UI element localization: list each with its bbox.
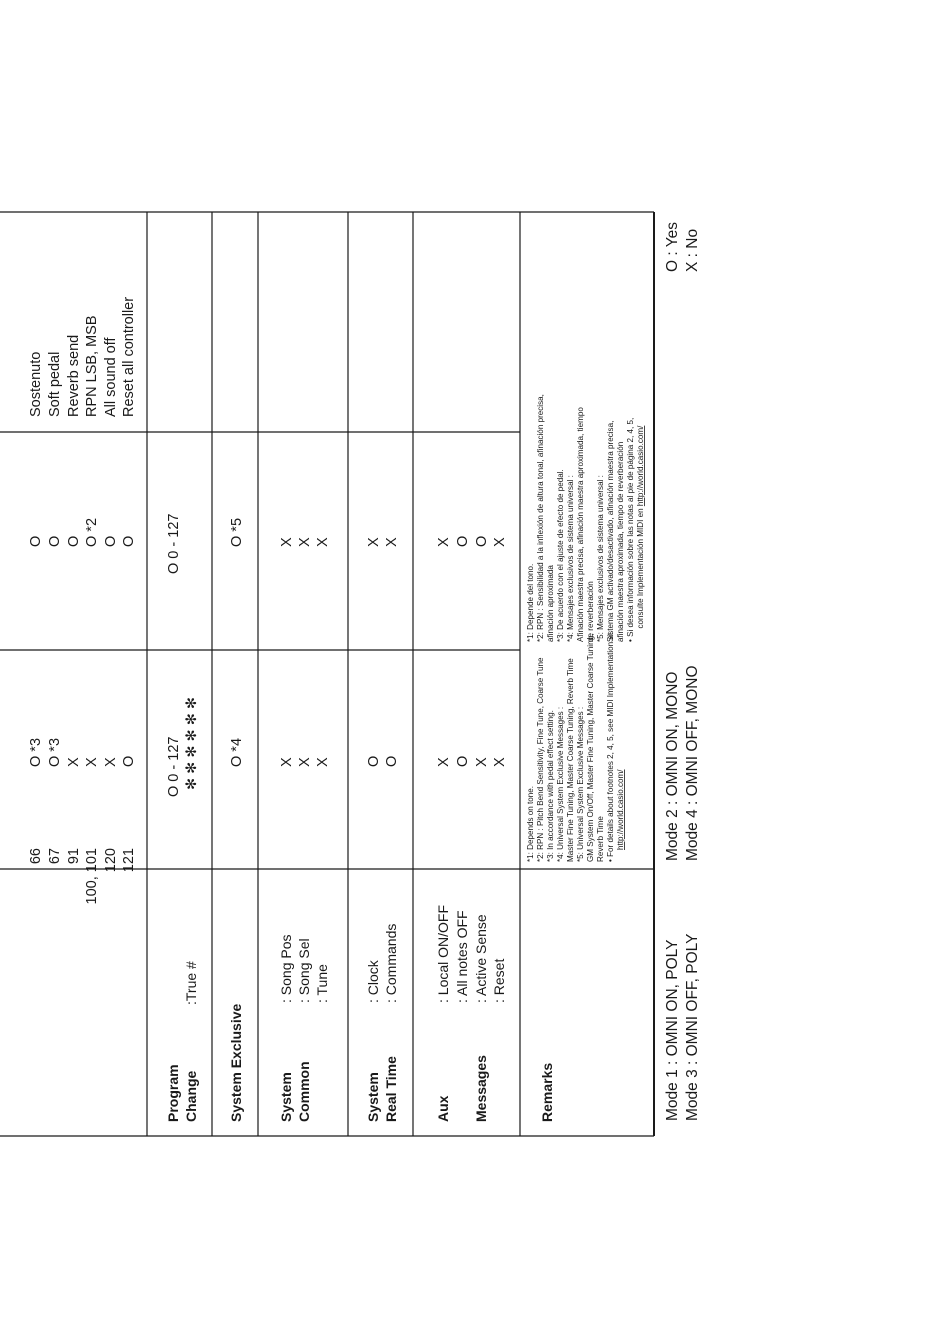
remarks-spanish-line: *5: Mensajes exclusivos de sistema universal : — [596, 475, 605, 642]
aux-messages-label: Messages — [473, 1055, 489, 1122]
remarks-english-line: *5: Universal System Exclusive Messages : — [576, 706, 585, 862]
program-change-transmitted: O 0 - 127 — [166, 736, 182, 797]
aux-messages-transmitted: O — [455, 755, 471, 767]
remarks-row — [526, 394, 645, 1122]
aux-messages-recognized: O — [455, 535, 471, 547]
system-real-time-transmitted: O — [366, 755, 382, 767]
cc-remarks — [28, 297, 137, 417]
cc-transmitted-value: X — [84, 757, 100, 767]
cc-number: 121 — [121, 848, 137, 873]
remarks-english-line: *2: RPN : Pitch Bend Sensitivity, Fine Tune, Coarse Tune — [536, 657, 545, 862]
system-common-recognized: X — [315, 537, 331, 547]
aux-messages-recognized: O — [474, 535, 490, 547]
system-real-time-item: : Clock — [365, 960, 381, 1003]
cc-transmitted-value: X — [66, 757, 82, 767]
remarks-spanish-line: *1: Depende del tono. — [526, 563, 535, 642]
remarks-english-line: GM System On/Off, Master Fine Tuning, Master Coarse Tuning, — [586, 633, 595, 862]
program-change-label: Change — [183, 1070, 199, 1122]
cc-remark: Reset all controller — [121, 296, 137, 417]
cc-number: 67 — [47, 848, 63, 865]
system-exclusive-label: System Exclusive — [228, 1003, 244, 1122]
cc-transmitted-value: O *3 — [47, 737, 63, 767]
remarks-english — [526, 632, 625, 862]
program-change-true-label: :True # — [183, 961, 199, 1005]
remarks-spanish-line: *3: De acuerdo con el ajuste de efecto de pedal. — [556, 469, 565, 642]
mode-1: Mode 1 : OMNI ON, POLY — [664, 939, 681, 1121]
cc-number: 120 — [103, 848, 119, 873]
system-common-item: : Song Sel — [296, 938, 312, 1003]
cc-remark: Sostenuto — [28, 351, 44, 417]
cc-recognized-value: O — [28, 535, 44, 547]
system-real-time-label: Real Time — [383, 1056, 399, 1122]
remarks-spanish-line: afinación maestra aproximada, tiempo de reverberación — [616, 441, 625, 642]
program-change-row — [165, 514, 200, 1122]
mode-4: Mode 4 : OMNI OFF, MONO — [684, 665, 701, 861]
mode-3: Mode 3 : OMNI OFF, POLY — [684, 933, 701, 1121]
program-change-label: Program — [165, 1064, 181, 1122]
cc-recognized-value: O *2 — [84, 517, 100, 547]
cc-remark: RPN LSB, MSB — [84, 315, 100, 417]
remarks-english-line: Reverb Time — [596, 816, 605, 862]
cc-recognized-value: O — [103, 535, 119, 547]
aux-messages-item: : Active Sense — [473, 914, 489, 1003]
aux-messages-transmitted: X — [474, 757, 490, 767]
system-real-time-transmitted: O — [384, 755, 400, 767]
cc-recognized — [28, 518, 137, 547]
mode-2: Mode 2 : OMNI ON, MONO — [664, 671, 681, 861]
system-common-row — [278, 537, 331, 1122]
cc-number: 100, 101 — [84, 848, 100, 905]
remarks-english-line: *3: In accordance with pedal effect setting. — [546, 710, 555, 862]
aux-messages-recognized: X — [492, 537, 508, 547]
system-common-label: Common — [296, 1061, 312, 1122]
remarks-spanish-line: de reverberación — [586, 581, 595, 642]
remarks-spanish-line: Sistema GM activado/desactivado, afinación maestra precisa, — [606, 420, 615, 642]
aux-messages-transmitted: X — [492, 757, 508, 767]
legend-no: X : No — [684, 228, 701, 272]
aux-messages-recognized: X — [436, 537, 452, 547]
system-real-time-label: System — [365, 1072, 381, 1122]
cc-numbers — [28, 848, 137, 904]
aux-messages-transmitted: X — [436, 757, 452, 767]
remarks-spanish-line: *4: Mensajes exclusivos de sistema universal : — [566, 475, 575, 642]
system-common-item: : Tune — [314, 964, 330, 1003]
legend-yes: O : Yes — [664, 222, 681, 272]
remarks-spanish-line: afinación aproximada — [546, 565, 555, 642]
cc-remark: All sound off — [103, 337, 119, 417]
cc-remark: Soft pedal — [47, 351, 63, 417]
cc-transmitted-value: X — [103, 757, 119, 767]
cc-recognized-value: O — [47, 535, 63, 547]
system-common-label: System — [278, 1072, 294, 1122]
system-real-time-item: : Commands — [383, 923, 399, 1003]
system-real-time-recognized: X — [384, 537, 400, 547]
remarks-english-line: Master Fine Tuning, Master Coarse Tuning, Reverb Time — [566, 658, 575, 862]
control-change-rows — [28, 297, 137, 905]
remarks-spanish-line: Afinación maestra precisa, afinación maestra aproximada, tiempo — [576, 407, 585, 642]
system-common-transmitted: X — [315, 757, 331, 767]
remarks-spanish-line: *2: RPN : Sensibilidad a la inflexión de altura tonal, afinación precisa, — [536, 394, 545, 642]
remarks-english-line: *1: Depends on tone. — [526, 785, 535, 862]
system-real-time-recognized: X — [366, 537, 382, 547]
cc-number: 66 — [28, 848, 44, 865]
remarks-spanish-last-line — [636, 425, 645, 642]
aux-messages-item: : All notes OFF — [454, 910, 470, 1003]
legend — [664, 222, 701, 272]
remarks-english-link: http://world.casio.com/ — [616, 769, 625, 850]
cc-transmitted-value: O — [121, 755, 137, 767]
aux-messages-row — [435, 536, 508, 1122]
remarks-spanish-link: http://world.casio.com/ — [636, 425, 645, 507]
system-exclusive-row — [228, 518, 245, 1122]
system-common-transmitted: X — [279, 757, 295, 767]
system-exclusive-transmitted: O *4 — [229, 737, 245, 767]
system-common-item: : Song Pos — [278, 934, 294, 1003]
remarks-spanish-line: • Si desea información sobre las notas al pie de página 2, 4, 5, — [626, 417, 635, 642]
remarks-english-line: • For details about footnotes 2, 4, 5, see MIDI Implementation at — [606, 632, 615, 862]
cc-recognized-value: O — [121, 535, 137, 547]
program-change-transmitted-true: ✻ ✻ ✻ ✻ ✻ ✻ — [184, 696, 200, 790]
cc-remark: Reverb send — [66, 334, 82, 417]
remarks-spanish — [526, 394, 645, 642]
remarks-spanish-last-prefix: consulte Implementación MIDI en — [636, 506, 645, 642]
aux-messages-label: Aux — [435, 1095, 451, 1122]
cc-number: 91 — [66, 848, 82, 865]
system-exclusive-recognized: O *5 — [229, 517, 245, 547]
system-common-recognized: X — [279, 537, 295, 547]
remarks-english-line: *4: Universal System Exclusive Messages : — [556, 706, 565, 862]
cc-recognized-value: O — [66, 535, 82, 547]
aux-messages-item: : Reset — [491, 958, 507, 1003]
system-real-time-row — [365, 537, 400, 1122]
system-common-transmitted: X — [297, 757, 313, 767]
modes — [664, 666, 701, 1122]
remarks-label: Remarks — [539, 1062, 555, 1122]
program-change-recognized: O 0 - 127 — [166, 513, 182, 574]
cc-transmitted — [28, 738, 137, 767]
cc-transmitted-value: O *3 — [28, 737, 44, 767]
aux-messages-item: : Local ON/OFF — [435, 904, 451, 1003]
system-common-recognized: X — [297, 537, 313, 547]
